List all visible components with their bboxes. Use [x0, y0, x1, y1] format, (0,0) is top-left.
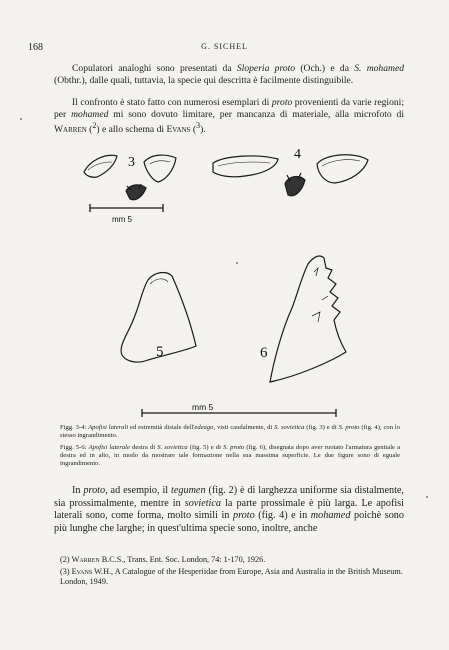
paragraph-copulatori: Copulatori analoghi sono presentati da Sloperia proto (Och.) e da S. mohamed (Obthr.), dalle quali, tuttavia, la specie qui descritta è facilmente distinguibile.	[54, 63, 404, 86]
paragraph-confronto: Il confronto è stato fatto con numerosi esemplari di proto provenienti da varie regioni; per mohamed mi sono dovuto limitare, per mancanza di materiale, alla microfoto di Warren ($^2$) e allo schema di Evans ($^3$).	[54, 97, 405, 136]
footnote-reference-2: (2) Warren B.C.S., Trans. Ent. Soc. London, 74: 1-170, 1926.	[60, 555, 266, 564]
caption-figs-3-4: Figg. 3-4: Apofisi laterali ed estremità distale dell'edeago, visti caudalmente, di S. sovietica (fig. 3) e di S. proto (fig. 4), con lo stesso ingrandimento.	[60, 424, 401, 439]
scan-speck	[236, 262, 238, 264]
running-header-author: G. SICHEL	[201, 42, 248, 51]
scan-speck	[20, 118, 22, 120]
scale-label-top: mm 5	[112, 215, 132, 224]
scale-label-bottom: mm 5	[192, 402, 214, 412]
figure-4-number: 4	[294, 147, 301, 162]
figure-4-drawing	[213, 155, 368, 196]
figure-6-drawing	[270, 256, 346, 382]
paragraph-in-proto: In proto, ad esempio, il tegumen (fig. 2) è di larghezza uniforme sia distalmente, sia prossimalmente, mentre in sovietica la parte prossimale è più larga. Le apofisi laterali sono, come forma, molto simili in proto (fig. 4) e in mohamed poichè sono più lunghe che larghe; in quest'ultima specie sono, inoltre, anche	[54, 485, 404, 534]
scale-bar-bottom	[142, 409, 336, 417]
figure-3-number: 3	[128, 155, 135, 170]
figure-6-number: 6	[260, 345, 268, 361]
page-number: 168	[28, 42, 43, 53]
footnote-reference-3: (3) Evans W.H., A Catalogue of the Hesperiidae from Europe, Asia and Australia in the British Museum. London, 1949.	[60, 567, 403, 586]
caption-figs-5-6: Figg. 5-6: Apofisi laterale destra di S. sovietica (fig. 5) e di S. proto (fig. 6), disegnata dopo aver ruotato l'armatura genitale a destra ed in alto, in modo da mostrare tale formazione nella sua massima superficie. Le due figure sono di eguale ingrandimento.	[60, 444, 401, 467]
figure-5-number: 5	[156, 344, 164, 360]
scan-speck	[426, 496, 428, 498]
scale-bar-top	[90, 204, 163, 212]
